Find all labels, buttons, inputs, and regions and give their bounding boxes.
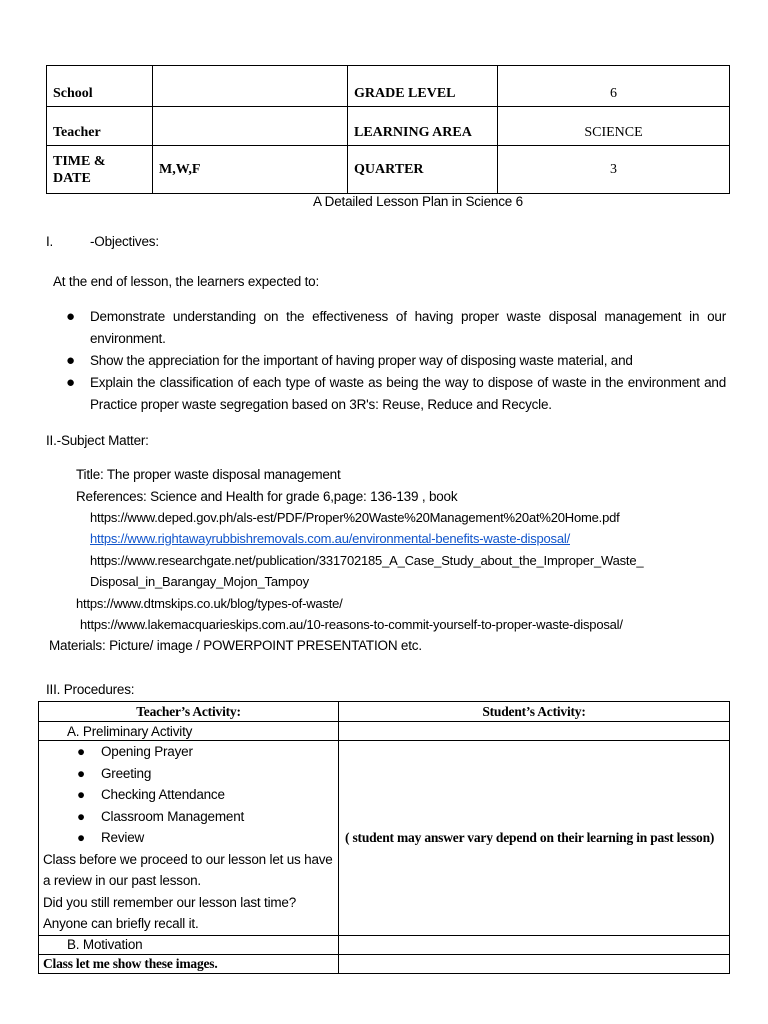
preliminary-list: [43, 741, 334, 849]
review-text-1: Class before we proceed to our lesson let us have a review in our past lesson.: [43, 851, 333, 888]
bullet-icon: ●: [66, 374, 75, 391]
table-cell: [339, 935, 730, 954]
time-value: M,W,F: [153, 146, 348, 194]
list-item: ● Opening Prayer: [43, 741, 334, 763]
subject-materials: Materials: Picture/ image / POWERPOINT PRESENTATION etc.: [49, 638, 422, 653]
grade-label: GRADE LEVEL: [348, 66, 498, 107]
list-item: ● Checking Attendance: [43, 784, 334, 806]
bullet-icon: ●: [77, 787, 85, 802]
list-item: ● Classroom Management: [43, 806, 334, 828]
area-label: LEARNING AREA: [348, 107, 498, 146]
teacher-value: [153, 107, 348, 146]
quarter-value: 3: [498, 146, 730, 194]
list-item: ● Show the appreciation for the important of having proper way of disposing waste material, and: [66, 350, 726, 372]
header-table: [46, 65, 730, 194]
reference-link-2[interactable]: https://www.rightawayrubbishremovals.com.au/environmental-benefits-waste-disposal/: [90, 531, 570, 546]
quarter-label: QUARTER: [348, 146, 498, 194]
objectives-numeral: I.: [46, 234, 54, 249]
teacher-label: Teacher: [47, 107, 153, 146]
teacher-activity-header: Teacher’s Activity:: [39, 702, 339, 722]
student-answer: ( student may answer vary depend on their learning in past lesson): [339, 741, 730, 936]
time-label: TIME & DATE: [47, 146, 153, 194]
bullet-icon: ●: [77, 808, 85, 824]
list-item: ● Explain the classification of each type of waste as being the way to dispose of waste in the environment and Practice proper waste segregation based on 3R's: Reuse, Reduce and Recycle.: [66, 374, 726, 412]
section-b-label: B. Motivation: [39, 935, 339, 954]
school-value: [153, 66, 348, 107]
subject-title: Title: The proper waste disposal management: [76, 467, 341, 482]
procedures-table: [38, 701, 730, 974]
preliminary-cell: [39, 741, 339, 936]
procedures-heading: III. Procedures:: [46, 682, 135, 697]
subject-matter-heading: II.-Subject Matter:: [46, 433, 149, 448]
reference-url-3-cont: Disposal_in_Barangay_Mojon_Tampoy: [90, 574, 309, 589]
section-a-label: A. Preliminary Activity: [39, 722, 339, 741]
table-cell: [339, 954, 730, 973]
objectives-list: [66, 306, 726, 416]
objectives-intro: At the end of lesson, the learners expected to:: [53, 274, 320, 289]
bullet-icon: ●: [77, 744, 85, 759]
reference-url-4: https://www.dtmskips.co.uk/blog/types-of-waste/: [76, 596, 343, 611]
bullet-icon: ●: [77, 830, 85, 845]
student-activity-header: Student’s Activity:: [339, 702, 730, 722]
list-item: ● Greeting: [43, 763, 334, 785]
document-title: A Detailed Lesson Plan in Science 6: [313, 194, 523, 209]
objectives-heading: -Objectives:: [90, 234, 159, 249]
table-cell: [339, 722, 730, 741]
subject-references: References: Science and Health for grade 6,page: 136-139 , book: [76, 489, 458, 504]
bullet-icon: ●: [66, 352, 75, 369]
review-text-2: Did you still remember our lesson last time? Anyone can briefly recall it.: [43, 894, 297, 931]
grade-value: 6: [498, 66, 730, 107]
reference-url-5: https://www.lakemacquarieskips.com.au/10-reasons-to-commit-yourself-to-proper-waste-disposal/: [80, 617, 623, 632]
bullet-icon: ●: [77, 765, 85, 781]
reference-url-3: https://www.researchgate.net/publication/331702185_A_Case_Study_about_the_Improper_Waste_: [90, 553, 644, 568]
school-label: School: [47, 66, 153, 107]
bullet-icon: ●: [66, 308, 75, 325]
reference-url-1: https://www.deped.gov.ph/als-est/PDF/Proper%20Waste%20Management%20at%20Home.pdf: [90, 510, 620, 525]
list-item: ● Demonstrate understanding on the effectiveness of having proper waste disposal management in our environment.: [66, 308, 726, 346]
list-item: ● Review: [43, 827, 334, 849]
area-value: SCIENCE: [498, 107, 730, 146]
motivation-text: Class let me show these images.: [39, 954, 339, 973]
